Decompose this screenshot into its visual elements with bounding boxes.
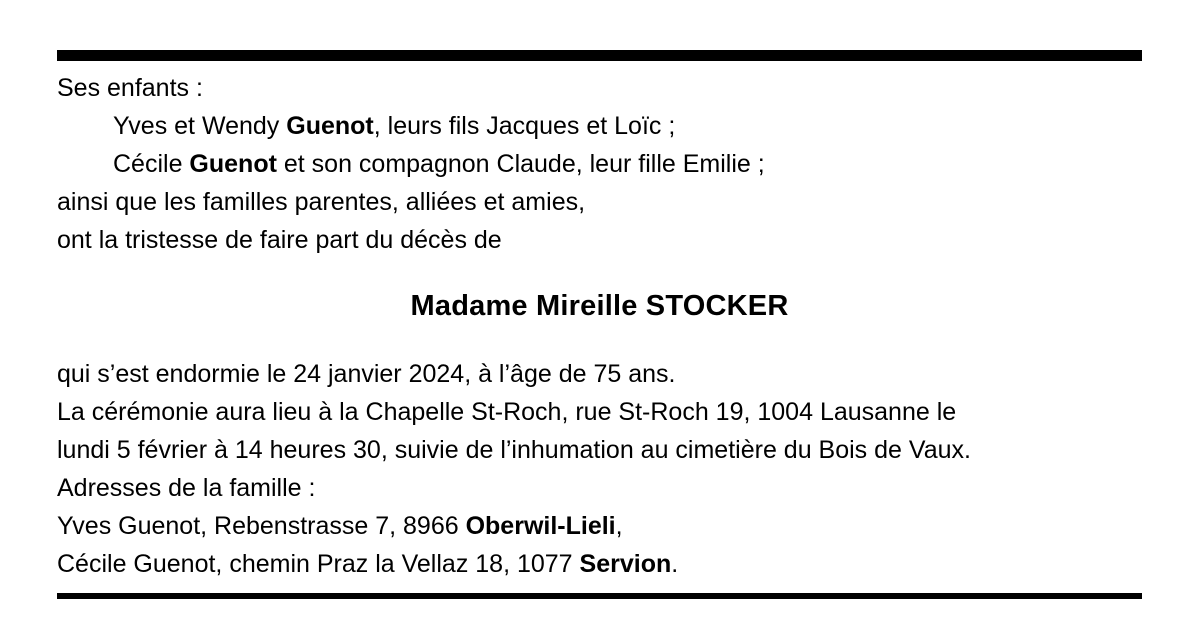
address-1-place: Oberwil-Lieli bbox=[465, 512, 616, 540]
address-2-suffix: . bbox=[671, 550, 679, 578]
child-2-surname: Guenot bbox=[189, 150, 277, 178]
child-line-1 bbox=[57, 107, 1142, 145]
families-line: ainsi que les familles parentes, alliées et amies, bbox=[57, 188, 586, 216]
child-2-suffix: et son compagnon Claude, leur fille Emilie ; bbox=[276, 150, 765, 178]
announcement-line: ont la tristesse de faire part du décès de bbox=[57, 226, 502, 254]
address-2-place: Servion bbox=[579, 550, 672, 578]
ceremony-line-2: lundi 5 février à 14 heures 30, suivie de l’inhumation au cimetière du Bois de Vaux. bbox=[57, 436, 971, 464]
child-1-prefix: Yves et Wendy bbox=[113, 112, 287, 140]
child-line-2 bbox=[57, 145, 1142, 183]
top-rule-divider bbox=[57, 50, 1142, 61]
child-2-prefix: Cécile bbox=[113, 150, 190, 178]
address-1-suffix: , bbox=[615, 512, 623, 540]
child-1-suffix: , leurs fils Jacques et Loïc ; bbox=[373, 112, 676, 140]
notice-body bbox=[57, 61, 1142, 583]
bottom-rule-divider bbox=[57, 593, 1142, 599]
deceased-name: Madame Mireille STOCKER bbox=[410, 290, 789, 322]
ceremony-line-1: La cérémonie aura lieu à la Chapelle St-Roch, rue St-Roch 19, 1004 Lausanne le bbox=[57, 398, 957, 426]
address-line-1 bbox=[57, 507, 1142, 545]
address-2-prefix: Cécile Guenot, chemin Praz la Vellaz 18, 1077 bbox=[57, 550, 580, 578]
death-date-line: qui s’est endormie le 24 janvier 2024, à l’âge de 75 ans. bbox=[57, 360, 676, 388]
addresses-label: Adresses de la famille : bbox=[57, 474, 316, 502]
address-line-2 bbox=[57, 545, 1142, 583]
address-1-prefix: Yves Guenot, Rebenstrasse 7, 8966 bbox=[57, 512, 466, 540]
death-notice bbox=[57, 50, 1142, 599]
child-1-surname: Guenot bbox=[286, 112, 374, 140]
children-intro-label: Ses enfants : bbox=[57, 74, 203, 102]
